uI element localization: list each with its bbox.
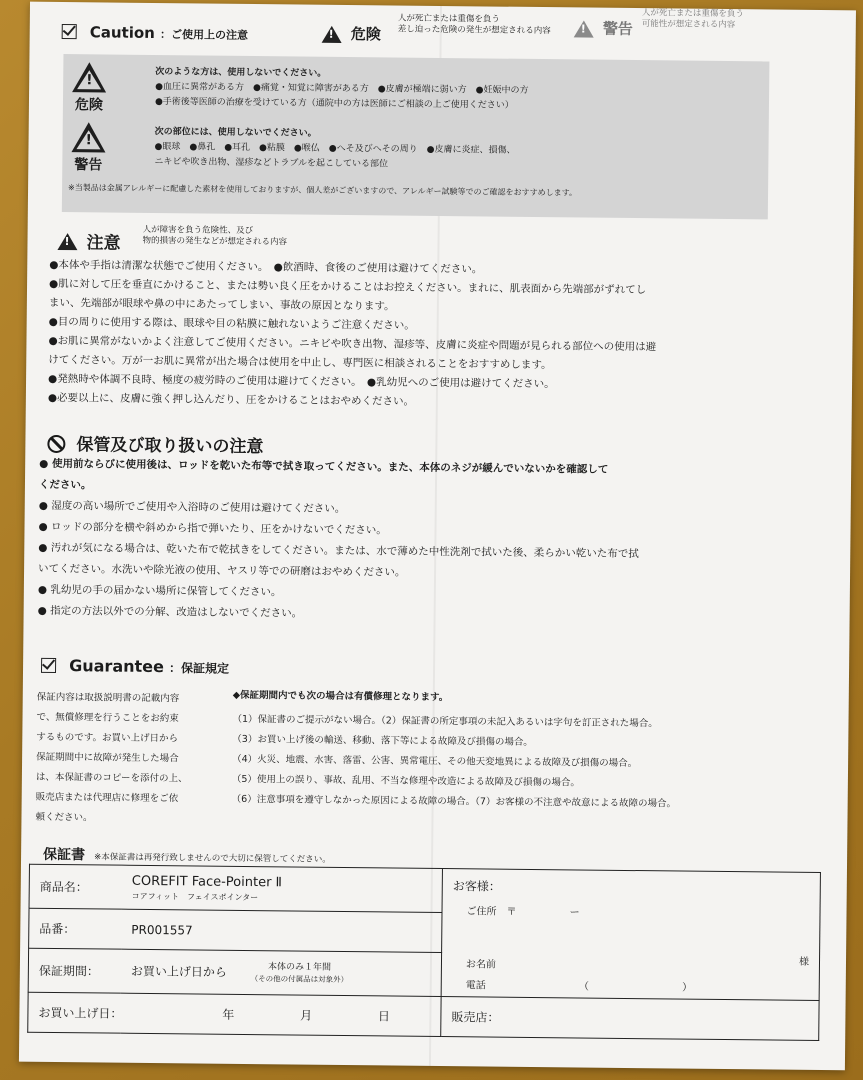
checkbox-icon [41, 658, 56, 673]
warning-triangle-icon [574, 20, 594, 37]
customer-label: お客様： [452, 879, 501, 894]
item-no-text: PR001557 [131, 922, 193, 937]
period-label-text: 保証期間： [38, 963, 99, 979]
day-label: 日 [377, 1009, 391, 1024]
customer-cell[interactable] [441, 869, 820, 1001]
danger-block-title: 次のような方は、使用しないでください。 [155, 66, 327, 79]
storage-list [38, 454, 810, 630]
name-row [466, 955, 809, 974]
guarantee-right-line: （6）注意事項を遵守しなかった原因による故障の場合。（7）お客様の不注意や故意による故障の場合。 [231, 793, 677, 810]
notice-line: ●本体や手指は清潔な状態でご使用ください。 ●飲酒時、食後のご使用は避けてください。 [49, 258, 483, 276]
guarantee-right-title: ◆保証期間内でも次の場合は有償修理となります。 [232, 689, 449, 704]
storage-heading [47, 430, 263, 457]
danger-desc-line: 差し迫った危険の発生が想定される内容 [397, 24, 551, 37]
notice-line: まい、先端部が眼球や鼻の中にあたってしまい、事故の原因となります。 [48, 296, 395, 313]
guarantee-left-line: 頼ください。 [35, 811, 93, 824]
item-no-value [121, 909, 442, 952]
warning-triangle-icon: ! [71, 122, 105, 152]
item-no-label-text: 品番： [39, 921, 76, 937]
warning-desc-line: 人が死亡または重傷を負う [641, 8, 744, 20]
warning-triangle-icon [57, 233, 77, 250]
danger-block-line: ●手術後等医師の治療を受けている方（通院中の方は医師にご相談の上ご使用ください） [154, 96, 514, 111]
warning-legend-desc [642, 8, 744, 31]
storage-line: ● 乳幼児の手の届かない場所に保管してください。 [37, 583, 282, 599]
notice-line: ●必要以上に、皮膚に強く押し込んだり、圧をかけることはおやめください。 [47, 391, 415, 408]
period-detail [251, 961, 349, 986]
guarantee-right-line: （3）お買い上げ後の輸送、移動、落下等による故障及び損傷の場合。 [232, 733, 533, 748]
storage-line: いてください。水洗いや除光液の使用、ヤスリ等での研磨はおやめください。 [38, 562, 406, 579]
danger-desc-line: 人が死亡または重傷を負う [397, 13, 500, 25]
product-name: COREFIT Face-Pointer Ⅱ [131, 873, 283, 890]
product-label [29, 864, 122, 909]
address-row [466, 902, 809, 921]
warning-block-line: ニキビや吹き出物、湿疹などトラブルを起こしている部位 [154, 156, 389, 170]
notice-line: ●目の周りに使用する際は、眼球や目の粘膜に触れないようご注意ください。 [48, 315, 415, 332]
guarantee-left-line: 保証内容は取扱説明書の記載内容 [36, 691, 180, 705]
guarantee-subtitle: ：保証規定 [168, 661, 230, 676]
danger-block-text [155, 65, 765, 116]
storage-line: ● 指定の方法以外での分解、改造はしないでください。 [37, 604, 303, 620]
warning-triangle-icon: ! [72, 62, 106, 92]
name-suffix: 様 [798, 956, 810, 968]
storage-title: 保管及び取り扱いの注意 [76, 435, 264, 458]
item-no-label [29, 908, 122, 949]
danger-block-icon [69, 62, 110, 114]
phone-close: ） [682, 982, 693, 994]
guarantee-left-line: するものです。お買い上げ日から [36, 731, 179, 745]
storage-line: ください。 [38, 478, 92, 492]
address-label: ご住所 〒 [466, 906, 517, 918]
caution-label: Caution [89, 23, 155, 42]
notice-line: けてください。万が一お肌に異常が出た場合は使用を中止し、専門医に相談されることをおすすめします。 [48, 353, 552, 372]
product-value [122, 865, 443, 912]
period-note: （その他の付属品は対象外） [250, 973, 349, 984]
danger-legend-label: 危険 [350, 25, 381, 44]
notice-line: ●発熱時や体調不良時、極度の疲労時のご使用は避けてください。 ●乳幼児へのご使用は避けてください。 [48, 372, 555, 391]
year-label: 年 [222, 1007, 235, 1022]
notice-desc-line: 人が障害を負う危険性、及び [142, 224, 254, 237]
storage-line: ● 湿度の高い場所でご使用や入浴時のご使用は避けてください。 [38, 499, 346, 516]
caution-header [62, 22, 248, 43]
notice-line: ●肌に対して圧を垂直にかけること、または勢い良く圧をかけることはお控えください。まれに、肌表面から先端部がずれてし [49, 277, 647, 297]
notice-title: 注意 [86, 233, 121, 254]
guarantee-title: Guarantee [69, 656, 165, 677]
danger-block-label: 危険 [74, 97, 104, 114]
product-label-text: 商品名： [39, 879, 88, 895]
warning-block-line: ●眼球 ●鼻孔 ●耳孔 ●粘膜 ●喉仏 ●へそ及びへその周り ●皮膚に炎症、損傷、 [154, 141, 516, 156]
storage-line: ● 使用前ならびに使用後は、ロッドを乾いた布等で拭き取ってください。また、本体のネジが緩んでいないかを確認して [39, 457, 609, 476]
phone-open: （ [578, 981, 589, 993]
name-label: お名前 [465, 959, 497, 971]
warning-legend [574, 17, 633, 40]
warranty-card-note: ※本保証書は再発行致しませんので大切に保管してください。 [94, 852, 331, 865]
guarantee-left [35, 688, 226, 830]
caution-subtitle: ：ご使用上の注意 [159, 28, 249, 42]
period-value [121, 949, 442, 996]
store-label: 販売店： [451, 1010, 500, 1025]
warning-block-title: 次の部位には、使用しないでください。 [154, 126, 317, 139]
period-label [28, 948, 121, 993]
checkbox-icon [62, 24, 77, 39]
store-cell[interactable] [441, 997, 819, 1041]
notice-line: ●お肌に異常がないかよく注意してご使用ください。ニキビや吹き出物、湿疹等、皮膚に炎症や問題が見られる部位への使用は避 [48, 334, 657, 354]
phone-row [466, 976, 809, 995]
month-label: 月 [300, 1008, 313, 1023]
storage-line: ● 汚れが気になる場合は、乾いた布で乾拭きをしてください。または、水で薄めた中性洗剤で拭いた後、柔らかい乾いた布で拭 [38, 541, 639, 561]
warning-triangle-icon [322, 26, 342, 43]
purchase-date-label: お買い上げ日： [38, 1005, 123, 1021]
address-dash: ー [569, 907, 580, 919]
guarantee-left-line: で、無償修理を行うことをお約束 [36, 711, 179, 725]
warning-block-text [154, 125, 764, 176]
instruction-sheet [19, 2, 856, 1071]
period-from: お買い上げ日から [130, 963, 227, 979]
notice-desc-line: 物的損害の発生などが想定される内容 [142, 235, 288, 248]
storage-line: ● ロッドの部分を横や斜めから指で弾いたり、圧をかけないでください。 [38, 520, 387, 537]
guarantee-left-line: 販売店または代理店に修理をご依 [35, 791, 179, 805]
notice-desc [142, 225, 287, 249]
warning-legend-label: 警告 [602, 19, 633, 38]
period-value-text: 本体のみ１年間 [267, 961, 332, 973]
guarantee-right-line: （4）火災、地震、水害、落雷、公害、異常電圧、その他天変地異による故障及び損傷の場合。 [232, 753, 638, 770]
warranty-card-title: 保証書 [43, 846, 86, 864]
phone-label: 電話 [465, 980, 486, 992]
warning-desc-line: 可能性が想定される内容 [641, 19, 736, 31]
warning-block-label: 警告 [74, 157, 103, 174]
danger-legend [322, 23, 381, 46]
guarantee-right [232, 686, 813, 816]
guarantee-heading [41, 656, 229, 677]
warning-block-icon [68, 122, 109, 174]
warranty-card [27, 864, 821, 1041]
danger-legend-desc [398, 14, 551, 38]
purchase-date-cell[interactable] [28, 992, 441, 1036]
guarantee-right-line: （5）使用上の誤り、事故、乱用、不当な修理や改造による故障及び損傷の場合。 [231, 773, 580, 789]
guarantee-left-line: 保証期間中に故障が発生した場合 [36, 751, 179, 765]
notice-heading [57, 228, 120, 254]
danger-block-line: ●血圧に異常がある方 ●痛覚・知覚に障害がある方 ●皮膚が極端に弱い方 ●妊娠中の方 [155, 81, 529, 96]
allergy-note: ※当製品は金属アレルギーに配慮した素材を使用しておりますが、個人差がございますので、アレルギー試験等でのご確認をおすすめします。 [68, 183, 578, 198]
guarantee-left-line: は、本保証書のコピーを添付の上、 [35, 771, 188, 785]
prohibited-icon [47, 435, 65, 453]
product-kana: コアフィット フェイスポインター [131, 891, 259, 902]
guarantee-right-line: （1）保証書のご提示がない場合。（2）保証書の所定事項の未記入あるいは字句を訂正された場合。 [232, 713, 658, 730]
notice-list [48, 256, 810, 416]
